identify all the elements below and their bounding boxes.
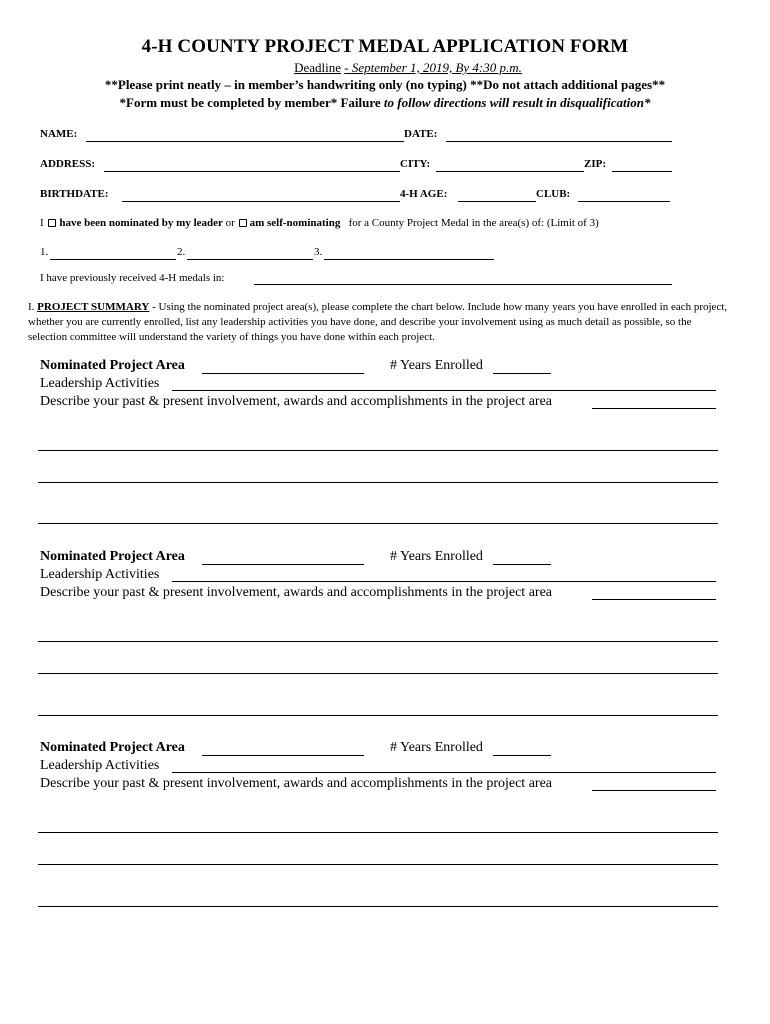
writing-line[interactable] bbox=[38, 673, 718, 674]
project-area-label: Nominated Project Area bbox=[40, 358, 185, 373]
project-area-field[interactable] bbox=[202, 373, 364, 374]
describe-field[interactable] bbox=[592, 408, 716, 409]
area-2-label: 2. bbox=[177, 246, 186, 258]
describe-label: Describe your past & present involvement, awards and accomplishments in the project area bbox=[40, 585, 552, 600]
writing-line[interactable] bbox=[38, 641, 718, 642]
form-title: 4-H COUNTY PROJECT MEDAL APPLICATION FORM bbox=[141, 36, 629, 57]
leader-nominated-checkbox[interactable] bbox=[48, 219, 56, 227]
describe-field[interactable] bbox=[592, 599, 716, 600]
zip-label: ZIP: bbox=[584, 158, 606, 170]
writing-line[interactable] bbox=[38, 864, 718, 865]
project-summary-text: - Using the nominated project area(s), please complete the chart below. Include how many years you have enrolled in each project, whether you are currently enrolled, list any leadership activities you have done, and describe your involvement using as much detail as possible, so the selection committee will understand the variety of things you have done within each project. bbox=[28, 301, 728, 343]
deadline-label: Deadline bbox=[294, 60, 342, 75]
writing-line[interactable] bbox=[38, 832, 718, 833]
zip-field[interactable] bbox=[612, 171, 672, 172]
instruction-bold: *Form must be completed by member* Failure bbox=[119, 95, 381, 110]
years-enrolled-label: # Years Enrolled bbox=[390, 740, 483, 755]
writing-line[interactable] bbox=[38, 450, 718, 451]
leadership-label: Leadership Activities bbox=[40, 376, 160, 391]
leadership-label: Leadership Activities bbox=[40, 758, 160, 773]
club-field[interactable] bbox=[578, 201, 670, 202]
describe-label: Describe your past & present involvement, awards and accomplishments in the project area bbox=[40, 394, 552, 409]
writing-line[interactable] bbox=[38, 482, 718, 483]
writing-line[interactable] bbox=[38, 906, 718, 907]
project-summary-heading: PROJECT SUMMARY bbox=[37, 301, 150, 313]
years-enrolled-field[interactable] bbox=[493, 564, 551, 565]
years-enrolled-field[interactable] bbox=[493, 373, 551, 374]
leadership-field[interactable] bbox=[172, 772, 716, 773]
city-field[interactable] bbox=[436, 171, 584, 172]
area-3-field[interactable] bbox=[324, 259, 494, 260]
area-1-field[interactable] bbox=[50, 259, 176, 260]
leadership-label: Leadership Activities bbox=[40, 567, 160, 582]
project-area-label: Nominated Project Area bbox=[40, 549, 185, 564]
previous-medals-label: I have previously received 4-H medals in: bbox=[40, 272, 225, 284]
leadership-field[interactable] bbox=[172, 581, 716, 582]
deadline-date: - September 1, 2019, By 4:30 p.m. bbox=[344, 60, 522, 75]
project-area-label: Nominated Project Area bbox=[40, 740, 185, 755]
years-enrolled-field[interactable] bbox=[493, 755, 551, 756]
address-label: ADDRESS: bbox=[40, 158, 96, 170]
area-3-label: 3. bbox=[314, 246, 323, 258]
age-field[interactable] bbox=[458, 201, 536, 202]
self-nominating-label: am self-nominating bbox=[249, 217, 341, 229]
address-field[interactable] bbox=[104, 171, 400, 172]
area-2-field[interactable] bbox=[187, 259, 313, 260]
self-nominating-checkbox[interactable] bbox=[239, 219, 247, 227]
date-label: DATE: bbox=[404, 128, 438, 140]
project-area-field[interactable] bbox=[202, 755, 364, 756]
date-field[interactable] bbox=[446, 141, 672, 142]
nomination-line: I have been nominated by my leader or am self-nominating for a County Project Medal in the area(s) of: (Limit of 3) bbox=[40, 217, 599, 229]
instruction-line-1: **Please print neatly – in member’s handwriting only (no typing) **Do not attach additional pages** bbox=[104, 77, 666, 92]
describe-label: Describe your past & present involvement, awards and accomplishments in the project area bbox=[40, 776, 552, 791]
club-label: CLUB: bbox=[536, 188, 571, 200]
describe-field[interactable] bbox=[592, 790, 716, 791]
birthdate-label: BIRTHDATE: bbox=[40, 188, 109, 200]
or-text: or bbox=[225, 217, 235, 229]
age-label: 4-H AGE: bbox=[400, 188, 448, 200]
deadline bbox=[0, 60, 770, 76]
years-enrolled-label: # Years Enrolled bbox=[390, 358, 483, 373]
city-label: CITY: bbox=[400, 158, 431, 170]
instruction-line-2 bbox=[0, 95, 770, 111]
writing-line[interactable] bbox=[38, 715, 718, 716]
instruction-italic: to follow directions will result in disqualification* bbox=[383, 95, 651, 110]
birthdate-field[interactable] bbox=[122, 201, 400, 202]
leadership-field[interactable] bbox=[172, 390, 716, 391]
nomination-suffix: for a County Project Medal in the area(s) of: (Limit of 3) bbox=[348, 217, 599, 229]
project-summary-instructions: I. PROJECT SUMMARY - Using the nominated project area(s), please complete the chart below. Include how many years you have enrolled in each project, whether you are currently enrolled, list any leadership activities you have done, and describe your involvement using as much detail as possible, so the selection committee will understand the variety of things you have done within each project. bbox=[28, 301, 728, 343]
project-area-field[interactable] bbox=[202, 564, 364, 565]
name-label: NAME: bbox=[40, 128, 78, 140]
area-1-label: 1. bbox=[40, 246, 49, 258]
writing-line[interactable] bbox=[38, 523, 718, 524]
previous-medals-field[interactable] bbox=[254, 284, 672, 285]
years-enrolled-label: # Years Enrolled bbox=[390, 549, 483, 564]
leader-nominated-label: have been nominated by my leader bbox=[59, 217, 223, 229]
name-field[interactable] bbox=[86, 141, 404, 142]
